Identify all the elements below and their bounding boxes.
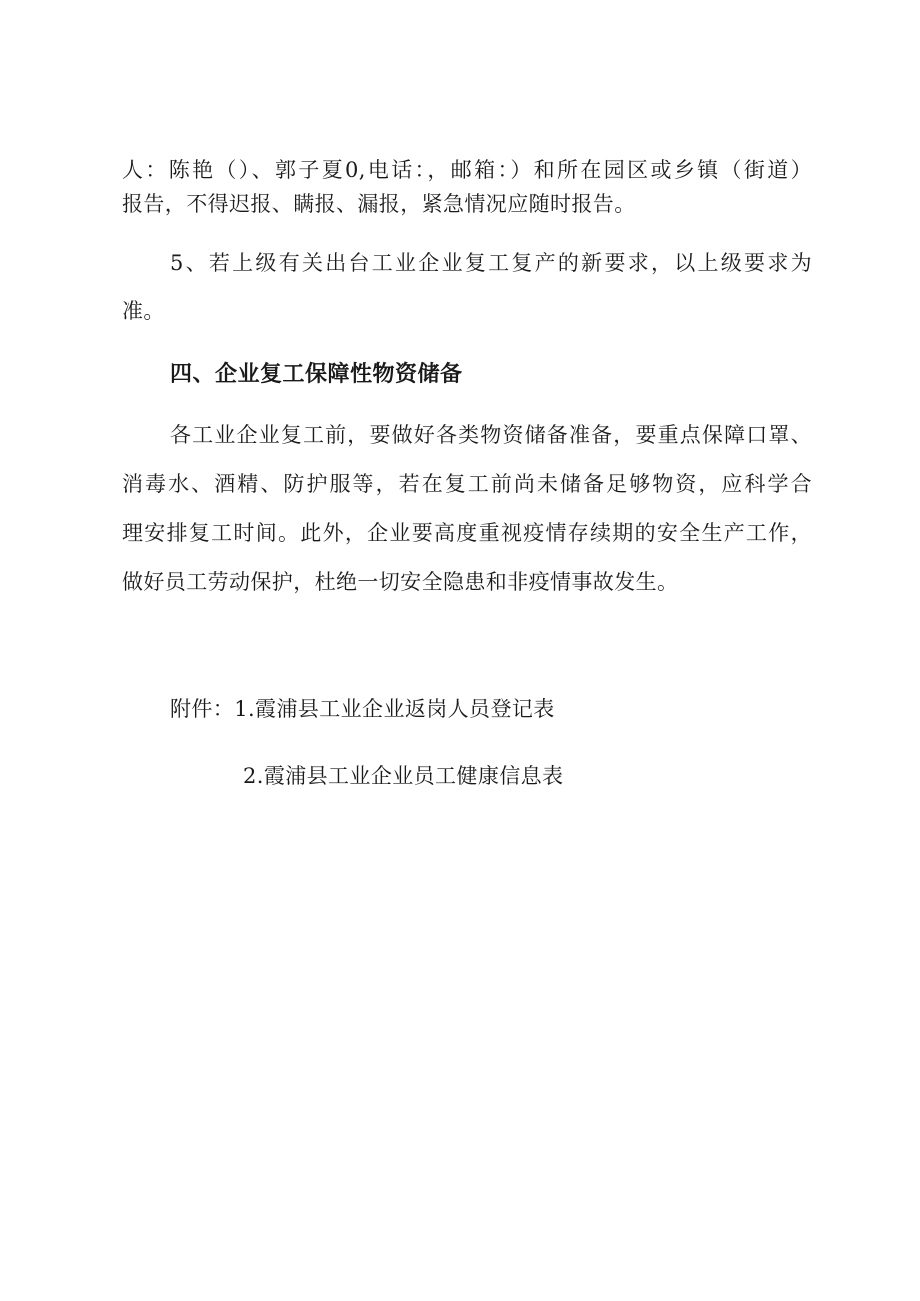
section-line-4: 做好员工劳动保护，杜绝一切安全隐患和非疫情事故发生。	[122, 570, 679, 594]
attachment-list	[170, 699, 555, 720]
section-heading: 四、企业复工保障性物资储备	[170, 362, 463, 387]
section-line-3: 理安排复工时间。此外，企业要高度重视疫情存续期的安全生产工作，	[122, 521, 812, 545]
attachment-item-1: 1.霞浦县工业企业返岗人员登记表	[234, 697, 555, 721]
section-line-2: 消毒水、酒精、防护服等，若在复工前尚未储备足够物资，应科学合	[122, 472, 812, 496]
attachment-item-2: 2.霞浦县工业企业员工健康信息表	[243, 764, 564, 788]
report-line-2: 报告，不得迟报、瞒报、漏报，紧急情况应随时报告。	[122, 192, 636, 216]
section-line-1: 各工业企业复工前，要做好各类物资储备准备，要重点保障口罩、	[170, 423, 812, 447]
report-line-1: 人：陈艳（）、郭子夏0,电话：，邮箱：）和所在园区或乡镇（街道）	[122, 158, 812, 182]
item-5-line-2: 准。	[122, 299, 165, 323]
item-5-line-1: 5、若上级有关出台工业企业复工复产的新要求，以上级要求为	[170, 251, 812, 275]
attachment-prefix: 附件：	[170, 697, 235, 721]
